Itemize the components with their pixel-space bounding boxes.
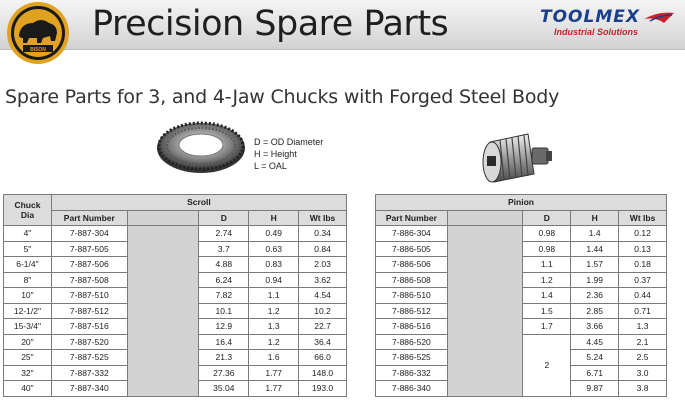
d-cell: 1.7 bbox=[523, 319, 571, 335]
h-cell: 1.1 bbox=[249, 288, 299, 304]
wt-cell: 0.12 bbox=[619, 226, 667, 242]
h-cell: 1.57 bbox=[571, 257, 619, 273]
part-number-cell: 7-886-510 bbox=[376, 288, 448, 304]
h-cell: 1.6 bbox=[249, 350, 299, 366]
wt-cell: 148.0 bbox=[299, 365, 347, 381]
column-header: Wt lbs bbox=[299, 210, 347, 226]
d-cell: 4.88 bbox=[199, 257, 249, 273]
blank-column-header bbox=[127, 210, 199, 226]
d-merged-cell: 2 bbox=[523, 334, 571, 396]
wt-cell: 2.03 bbox=[299, 257, 347, 273]
column-header: D bbox=[199, 210, 249, 226]
chuck-dia-cell: 15-3/4" bbox=[4, 319, 52, 335]
h-cell: 9.87 bbox=[571, 381, 619, 397]
part-number-cell: 7-887-525 bbox=[51, 350, 127, 366]
chuck-dia-cell: 12-1/2" bbox=[4, 303, 52, 319]
part-number-cell: 7-886-304 bbox=[376, 226, 448, 242]
wt-cell: 3.62 bbox=[299, 272, 347, 288]
page-title: Precision Spare Parts bbox=[92, 4, 449, 44]
chuck-dia-cell: 6-1/4" bbox=[4, 257, 52, 273]
h-cell: 0.49 bbox=[249, 226, 299, 242]
logo-text: BISON bbox=[30, 47, 46, 53]
d-cell: 2.74 bbox=[199, 226, 249, 242]
wt-cell: 0.13 bbox=[619, 241, 667, 257]
h-cell: 1.2 bbox=[249, 303, 299, 319]
d-cell: 1.5 bbox=[523, 303, 571, 319]
part-number-cell: 7-886-525 bbox=[376, 350, 448, 366]
chuck-dia-cell: 25" bbox=[4, 350, 52, 366]
h-cell: 1.4 bbox=[571, 226, 619, 242]
h-cell: 5.24 bbox=[571, 350, 619, 366]
d-cell: 16.4 bbox=[199, 334, 249, 350]
table-row bbox=[4, 226, 347, 242]
d-cell: 12.9 bbox=[199, 319, 249, 335]
d-cell: 7.82 bbox=[199, 288, 249, 304]
wt-cell: 193.0 bbox=[299, 381, 347, 397]
h-cell: 0.63 bbox=[249, 241, 299, 257]
column-header: D bbox=[523, 210, 571, 226]
part-number-cell: 7-887-506 bbox=[51, 257, 127, 273]
chuck-dia-cell: 5" bbox=[4, 241, 52, 257]
wt-cell: 3.8 bbox=[619, 381, 667, 397]
toolmex-brand bbox=[538, 7, 678, 41]
part-number-cell: 7-886-520 bbox=[376, 334, 448, 350]
bison-logo-icon bbox=[3, 1, 73, 65]
brand-swoosh-icon bbox=[642, 9, 676, 25]
wt-cell: 66.0 bbox=[299, 350, 347, 366]
legend-h: H = Height bbox=[254, 149, 297, 159]
h-cell: 1.77 bbox=[249, 365, 299, 381]
h-cell: 1.2 bbox=[249, 334, 299, 350]
part-number-cell: 7-887-340 bbox=[51, 381, 127, 397]
wt-cell: 10.2 bbox=[299, 303, 347, 319]
part-number-cell: 7-886-512 bbox=[376, 303, 448, 319]
chuck-dia-cell: 32" bbox=[4, 365, 52, 381]
d-cell: 1.4 bbox=[523, 288, 571, 304]
chuck-dia-cell: 10" bbox=[4, 288, 52, 304]
wt-cell: 22.7 bbox=[299, 319, 347, 335]
part-number-cell: 7-887-510 bbox=[51, 288, 127, 304]
scroll-gear-icon bbox=[155, 118, 247, 174]
d-cell: 6.24 bbox=[199, 272, 249, 288]
pinion-group-header: Pinion bbox=[376, 195, 667, 211]
dimension-legend bbox=[254, 136, 323, 172]
chuck-dia-cell: 20" bbox=[4, 334, 52, 350]
h-cell: 0.83 bbox=[249, 257, 299, 273]
column-header: Wt lbs bbox=[619, 210, 667, 226]
blank-column-cell bbox=[127, 226, 199, 397]
d-cell: 0.98 bbox=[523, 241, 571, 257]
d-cell: 1.2 bbox=[523, 272, 571, 288]
brand-tagline: Industrial Solutions bbox=[554, 27, 639, 37]
h-cell: 3.66 bbox=[571, 319, 619, 335]
wt-cell: 0.18 bbox=[619, 257, 667, 273]
part-number-cell: 7-887-516 bbox=[51, 319, 127, 335]
h-cell: 1.3 bbox=[249, 319, 299, 335]
h-cell: 0.94 bbox=[249, 272, 299, 288]
wt-cell: 0.37 bbox=[619, 272, 667, 288]
part-number-cell: 7-886-340 bbox=[376, 381, 448, 397]
chuck-dia-header: Chuck Dia bbox=[4, 195, 52, 226]
d-cell: 21.3 bbox=[199, 350, 249, 366]
column-header: H bbox=[571, 210, 619, 226]
header-bar bbox=[0, 0, 685, 53]
blank-column-header bbox=[447, 210, 523, 226]
pinion-gear-icon bbox=[476, 128, 554, 186]
wt-cell: 1.3 bbox=[619, 319, 667, 335]
part-number-cell: 7-887-332 bbox=[51, 365, 127, 381]
d-cell: 35.04 bbox=[199, 381, 249, 397]
chuck-dia-cell: 40" bbox=[4, 381, 52, 397]
h-cell: 1.77 bbox=[249, 381, 299, 397]
blank-column-cell bbox=[447, 226, 523, 397]
part-number-cell: 7-887-520 bbox=[51, 334, 127, 350]
pinion-parts-table bbox=[375, 194, 667, 397]
part-number-cell: 7-886-516 bbox=[376, 319, 448, 335]
legend-l: L = OAL bbox=[254, 161, 287, 171]
part-number-cell: 7-886-508 bbox=[376, 272, 448, 288]
scroll-parts-table bbox=[3, 194, 347, 397]
d-cell: 27.36 bbox=[199, 365, 249, 381]
part-number-cell: 7-887-508 bbox=[51, 272, 127, 288]
part-number-cell: 7-887-505 bbox=[51, 241, 127, 257]
brand-name: TOOLMEX bbox=[540, 7, 640, 27]
part-number-cell: 7-887-512 bbox=[51, 303, 127, 319]
d-cell: 1.1 bbox=[523, 257, 571, 273]
d-cell: 0.98 bbox=[523, 226, 571, 242]
part-number-cell: 7-886-332 bbox=[376, 365, 448, 381]
wt-cell: 36.4 bbox=[299, 334, 347, 350]
wt-cell: 3.0 bbox=[619, 365, 667, 381]
h-cell: 1.99 bbox=[571, 272, 619, 288]
wt-cell: 0.71 bbox=[619, 303, 667, 319]
d-cell: 3.7 bbox=[199, 241, 249, 257]
table-row bbox=[376, 226, 667, 242]
legend-d: D = OD Diameter bbox=[254, 137, 324, 147]
chuck-dia-cell: 4" bbox=[4, 226, 52, 242]
h-cell: 4.45 bbox=[571, 334, 619, 350]
wt-cell: 4.54 bbox=[299, 288, 347, 304]
h-cell: 2.85 bbox=[571, 303, 619, 319]
part-number-cell: 7-886-506 bbox=[376, 257, 448, 273]
part-number-cell: 7-886-505 bbox=[376, 241, 448, 257]
h-cell: 1.44 bbox=[571, 241, 619, 257]
wt-cell: 0.34 bbox=[299, 226, 347, 242]
d-cell: 10.1 bbox=[199, 303, 249, 319]
column-header: Part Number bbox=[51, 210, 127, 226]
h-cell: 6.71 bbox=[571, 365, 619, 381]
section-subtitle: Spare Parts for 3, and 4-Jaw Chucks with Forged Steel Body bbox=[5, 86, 560, 108]
wt-cell: 2.1 bbox=[619, 334, 667, 350]
wt-cell: 0.44 bbox=[619, 288, 667, 304]
column-header: H bbox=[249, 210, 299, 226]
scroll-group-header: Scroll bbox=[51, 195, 346, 211]
h-cell: 2.36 bbox=[571, 288, 619, 304]
part-number-cell: 7-887-304 bbox=[51, 226, 127, 242]
wt-cell: 2.5 bbox=[619, 350, 667, 366]
column-header: Part Number bbox=[376, 210, 448, 226]
chuck-dia-cell: 8" bbox=[4, 272, 52, 288]
wt-cell: 0.84 bbox=[299, 241, 347, 257]
